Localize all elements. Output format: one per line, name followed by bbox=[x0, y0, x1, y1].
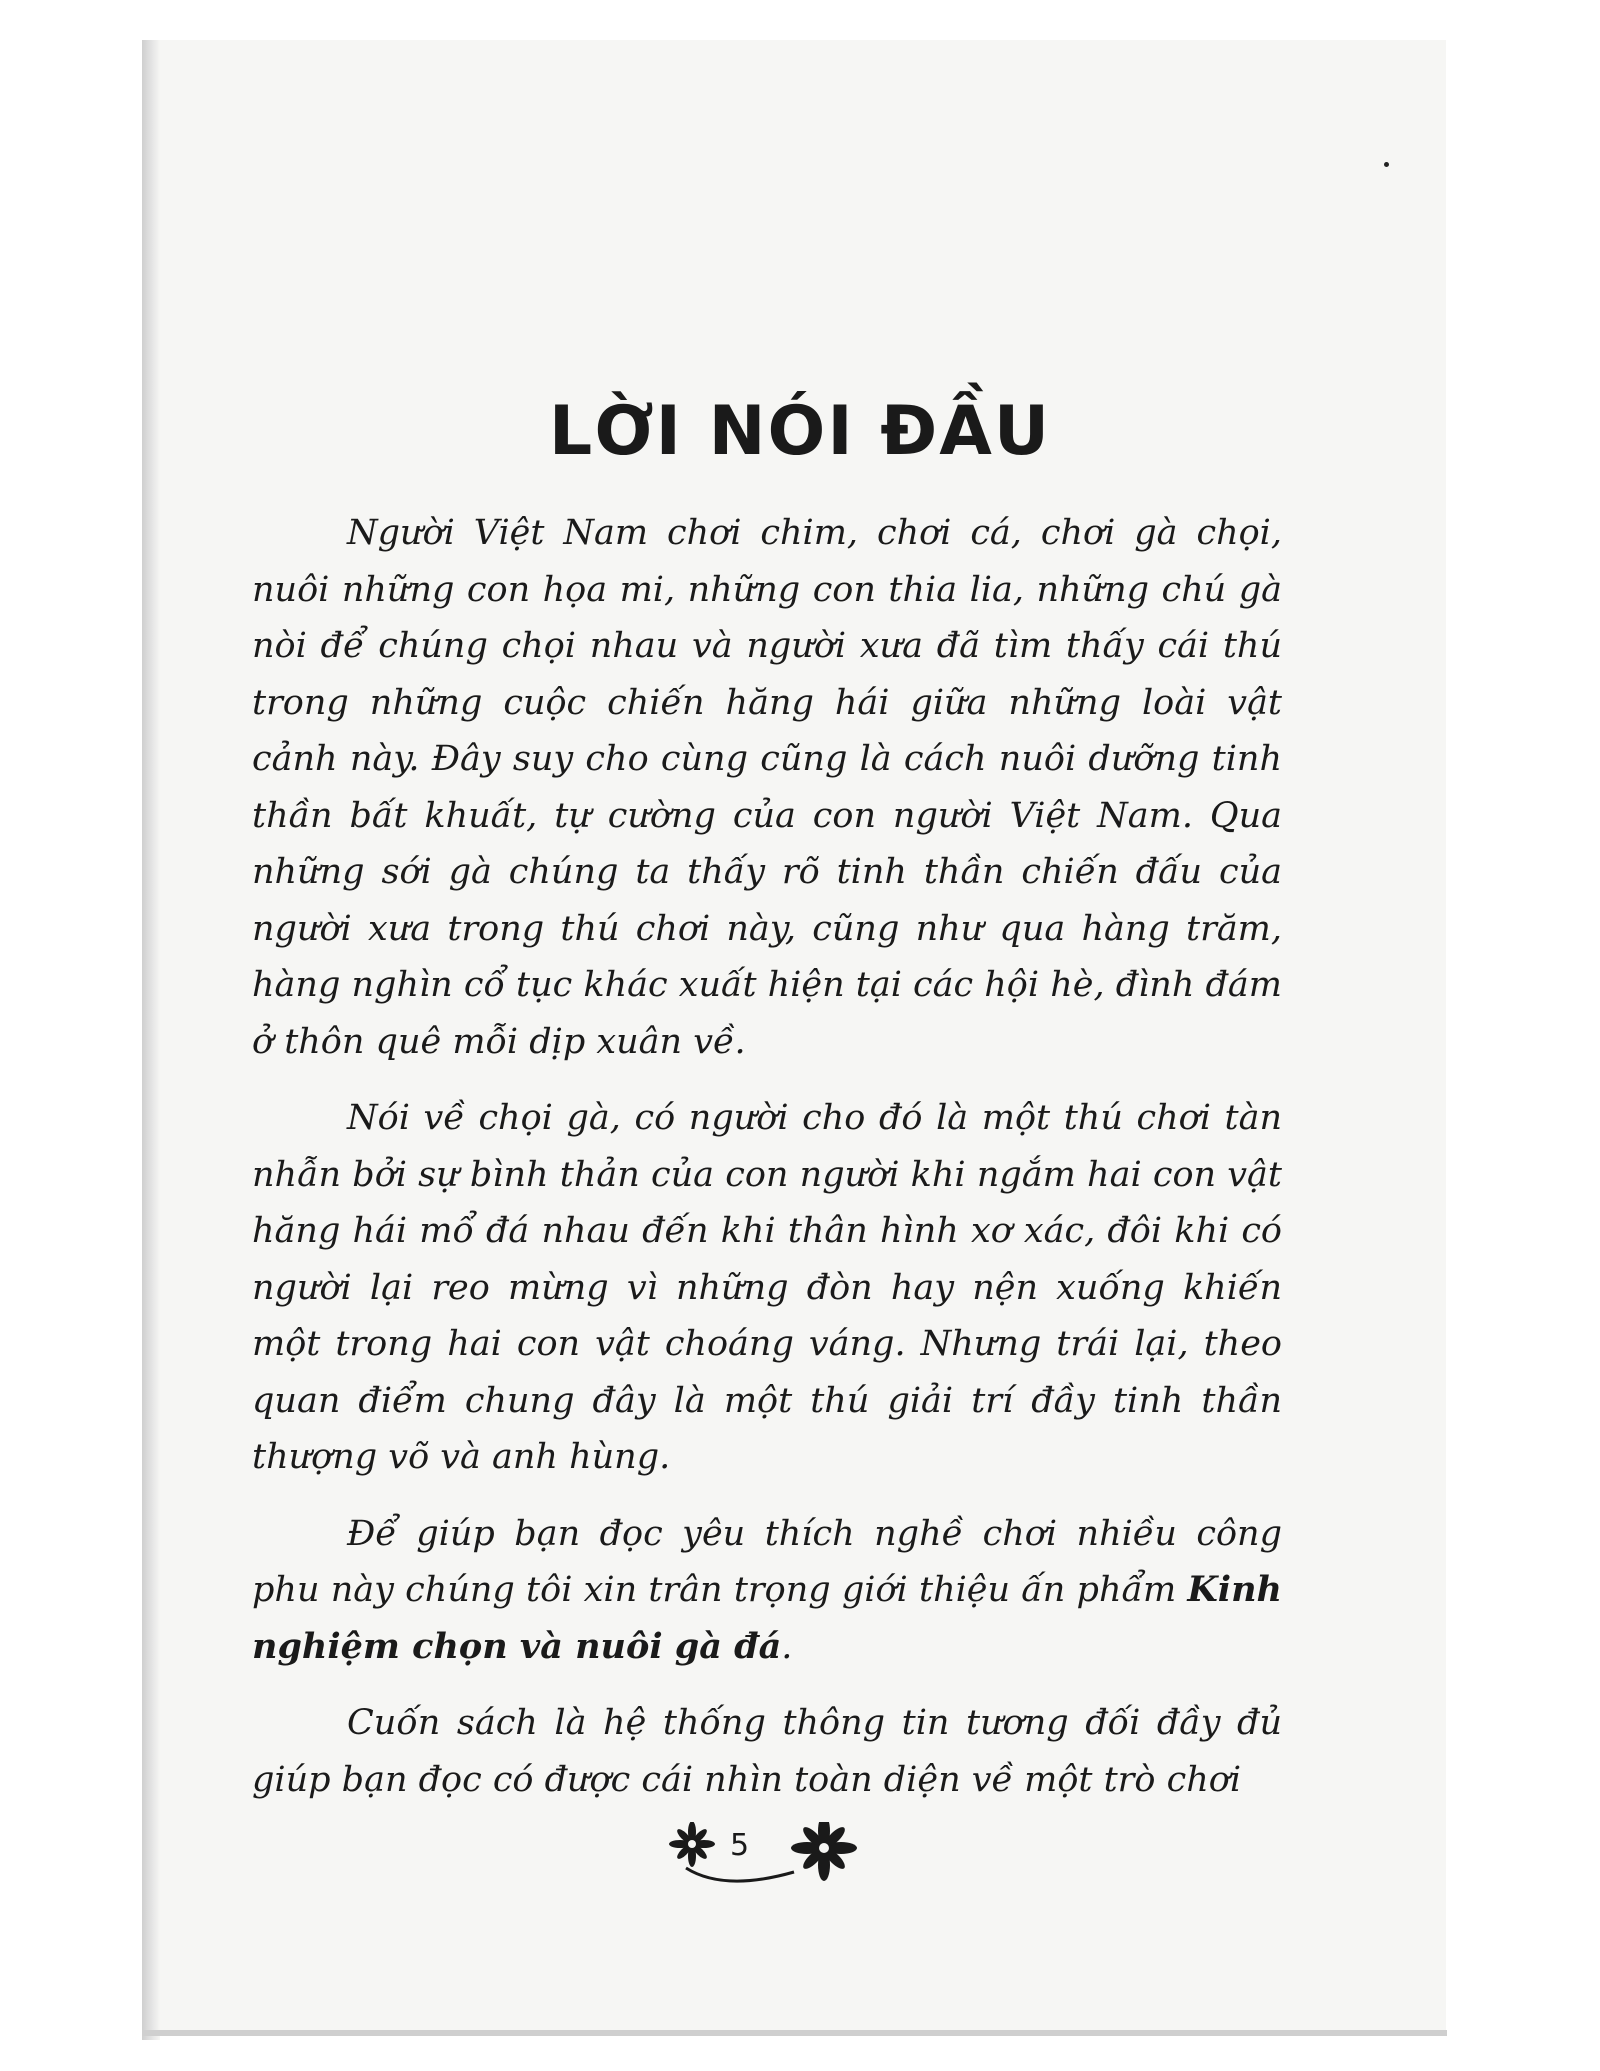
body-text bbox=[252, 505, 1282, 1828]
paragraph-3 bbox=[252, 1506, 1282, 1676]
scan-speck bbox=[1384, 162, 1389, 167]
book-title: Kinh nghiệm chọn và nuôi gà đá bbox=[252, 1569, 1282, 1667]
paragraph-2: Nói về chọi gà, có người cho đó là một thú chơi tàn nhẫn bởi sự bình thản của con người khi ngắm hai con vật hăng hái mổ đá nhau đến khi thân hình xơ xác, đôi khi có người lại reo mừng vì những đòn hay nện xuống khiến một trong hai con vật choáng váng. Nhưng trái lại, theo quan điểm chung đây là một thú giải trí đầy tinh thần thượng võ và anh hùng. bbox=[252, 1098, 1282, 1477]
paragraph-4: Cuốn sách là hệ thống thông tin tương đối đầy đủ giúp bạn đọc có được cái nhìn toàn diện về một trò chơi bbox=[252, 1703, 1282, 1800]
paragraph-1: Người Việt Nam chơi chim, chơi cá, chơi gà chọi, nuôi những con họa mi, những con thia lia, những chú gà nòi để chúng chọi nhau và người xưa đã tìm thấy cái thú trong những cuộc chiến hăng hái giữa những loài vật cảnh này. Đây suy cho cùng cũng là cách nuôi dưỡng tinh thần bất khuất, tự cường của con người Việt Nam. Qua những sới gà chúng ta thấy rõ tinh thần chiến đấu của người xưa trong thú chơi này, cũng như qua hàng trăm, hàng nghìn cổ tục khác xuất hiện tại các hội hè, đình đám ở thôn quê mỗi dịp xuân về. bbox=[252, 513, 1282, 1062]
scan-bottom-edge bbox=[142, 2030, 1447, 2036]
paragraph-3-intro: Để giúp bạn đọc yêu thích nghề chơi nhiều công phu này chúng tôi xin trân trọng giới thiệu ấn phẩm bbox=[252, 1513, 1282, 1610]
page-number: 5 bbox=[730, 1828, 750, 1863]
paragraph-3-end: . bbox=[781, 1626, 793, 1667]
page-number-ornament bbox=[664, 1822, 904, 1902]
page-heading: LỜI NÓI ĐẦU bbox=[548, 392, 1052, 471]
scan-shadow-edge bbox=[142, 40, 160, 2040]
flower-ornament-icon bbox=[664, 1822, 904, 1902]
